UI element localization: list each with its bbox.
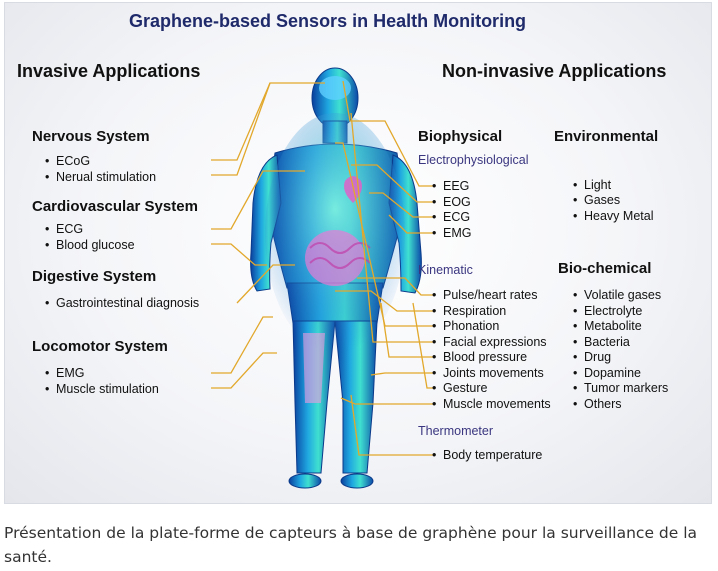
- digestive-system-heading: Digestive System: [32, 268, 157, 285]
- list-item: • Respiration: [432, 304, 507, 318]
- list-item: • Tumor markers: [573, 381, 669, 395]
- list-item: • Joints movements: [432, 366, 544, 380]
- list-item: • Facial expressions: [432, 335, 547, 349]
- list-item: • ECoG: [45, 154, 91, 168]
- list-item: • EEG: [432, 179, 470, 193]
- list-item: • Blood pressure: [432, 350, 528, 364]
- list-item: • Dopamine: [573, 366, 641, 380]
- kinematic-label: Kinematic: [418, 263, 473, 277]
- list-item: • Pulse/heart rates: [432, 288, 538, 302]
- list-item: • Blood glucose: [45, 238, 135, 252]
- list-item: • Gesture: [432, 381, 488, 395]
- list-item: • Drug: [573, 350, 612, 364]
- list-item: • Nerual stimulation: [45, 170, 157, 184]
- list-item: • Phonation: [432, 319, 500, 333]
- biophysical-heading: Biophysical: [418, 128, 503, 145]
- cardiovascular-system-heading: Cardiovascular System: [32, 198, 198, 215]
- list-item: • Gastrointestinal diagnosis: [45, 296, 200, 310]
- list-item: • Gases: [573, 193, 621, 207]
- biochemical-heading: Bio-chemical: [558, 260, 652, 277]
- list-item: • Bacteria: [573, 335, 630, 349]
- list-item: • ECG: [432, 210, 471, 224]
- list-item: • Light: [573, 178, 612, 192]
- locomotor-system-heading: Locomotor System: [32, 338, 168, 355]
- figure-panel: [4, 2, 712, 504]
- list-item: • EMG: [432, 226, 472, 240]
- list-item: • Muscle stimulation: [45, 382, 159, 396]
- environmental-heading: Environmental: [554, 128, 659, 145]
- list-item: • EMG: [45, 366, 85, 380]
- list-item: • Body temperature: [432, 448, 543, 462]
- list-item: • Muscle movements: [432, 397, 551, 411]
- invasive-heading: Invasive Applications: [17, 61, 201, 81]
- nervous-system-heading: Nervous System: [32, 128, 150, 145]
- list-item: • ECG: [45, 222, 84, 236]
- list-item: • Electrolyte: [573, 304, 643, 318]
- list-item: • Others: [573, 397, 622, 411]
- electrophysiological-label: Electrophysiological: [418, 153, 529, 167]
- list-item: • EOG: [432, 195, 471, 209]
- noninvasive-heading: Non-invasive Applications: [442, 61, 667, 81]
- thermometer-label: Thermometer: [418, 424, 494, 438]
- figure-title: Graphene-based Sensors in Health Monitoring: [129, 11, 527, 31]
- list-item: • Volatile gases: [573, 288, 662, 302]
- figure-caption: Présentation de la plate-forme de capteurs à base de graphène pour la surveillance de la santé.: [4, 524, 698, 566]
- list-item: • Metabolite: [573, 319, 642, 333]
- list-item: • Heavy Metal: [573, 209, 654, 223]
